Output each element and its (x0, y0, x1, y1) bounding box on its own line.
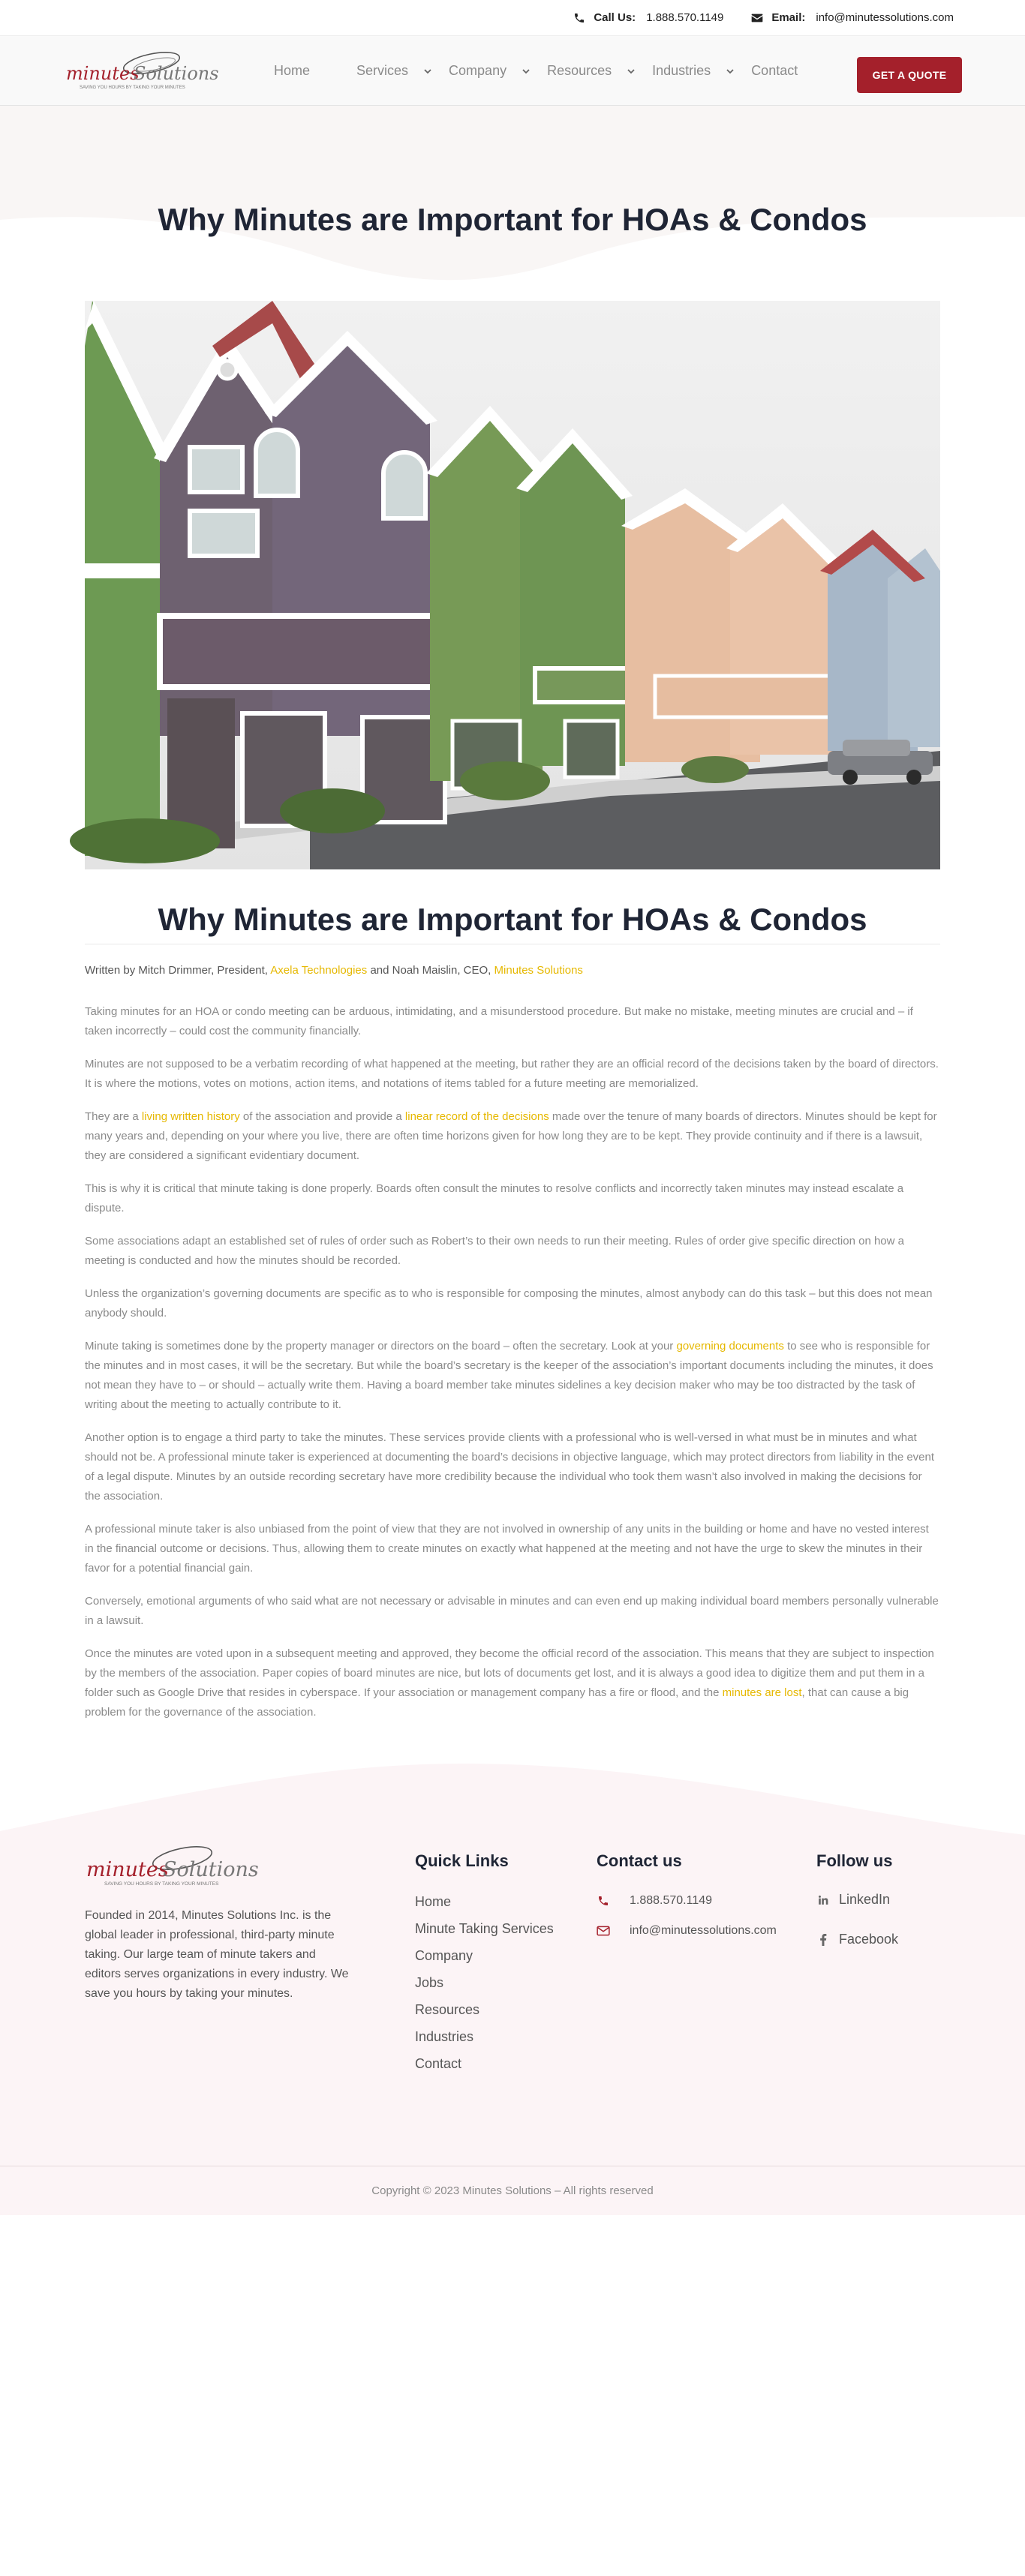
svg-text:SAVING YOU HOURS BY TAKING YOU: SAVING YOU HOURS BY TAKING YOUR MINUTES (80, 86, 185, 90)
site-footer (0, 1734, 1025, 2215)
copyright: Copyright © 2023 Minutes Solutions – All rights reserved (0, 2166, 1025, 2215)
nav-home-label: Home (274, 63, 311, 78)
p3-text-b: of the association and provide a (239, 1110, 405, 1123)
paragraph-5: Some associations adapt an established set of rules of order such as Robert’s to their own needs to run their meeting. Rules of order give specific direction on how a meeting is conducted and how the minutes should be recorded. (85, 1235, 904, 1267)
byline-prefix: Written by Mitch Drimmer, President, (85, 964, 271, 977)
quick-links-title: Quick Links (415, 1851, 509, 1870)
topbar-phone[interactable]: 1.888.570.1149 (646, 11, 724, 24)
linear-record-link[interactable]: linear record of the decisions (404, 1110, 549, 1123)
email-label: Email: (771, 11, 806, 24)
paragraph-2: Minutes are not supposed to be a verbatim recording of what happened at the meeting, but rather they are an official record of the decisions taken by the board of directors. It is where the motions, votes on motions, action items, and notations of items tabled for a future meeting are memorialized. (85, 1058, 939, 1090)
svg-text:Solutions: Solutions (163, 1858, 259, 1881)
nav-industries-label: Industries (652, 63, 711, 78)
call-us-label: Call Us: (594, 11, 636, 24)
footer-phone-text: 1.888.570.1149 (630, 1894, 713, 1907)
p7-text-b: to see who is responsible for the minutes and in most cases, it will be the secretary. But while the board’s secretary is the keeper of the association’s important documents including the minutes, it does not mean they have to – or should – actually write them. Having a board member take minutes sidelines a key decision maker who may be too distracted by the task of writing about the meeting to actually contribute to it. (85, 1340, 933, 1411)
paragraph-7 (85, 1337, 940, 1415)
quick-links (415, 1851, 554, 2072)
follow-us (816, 1851, 898, 1947)
svg-text:Solutions: Solutions (134, 63, 219, 84)
contact-us (597, 1851, 777, 1938)
paragraph-1: Taking minutes for an HOA or condo meeting can be arduous, intimidating, and a misunderstood procedure. But make no mistake, meeting minutes are crucial and – if taken incorrectly – could cost the community financially. (85, 1005, 913, 1037)
p3-text-a: They are a (85, 1110, 142, 1123)
footer-email[interactable] (597, 1924, 777, 1938)
contact-title: Contact us (597, 1851, 682, 1870)
get-a-quote-button[interactable]: GET A QUOTE (857, 57, 962, 93)
p7-text-a: Minute taking is sometimes done by the property manager or directors on the board – often the secretary. Look at your (85, 1340, 677, 1353)
phone-icon (597, 1894, 610, 1908)
footer-link-contact[interactable]: Contact (415, 2056, 462, 2071)
facebook-link[interactable] (816, 1932, 898, 1947)
paragraph-11 (85, 1644, 940, 1722)
footer-email-text: info@minutessolutions.com (630, 1924, 777, 1937)
article-title: Why Minutes are Important for HOAs & Condos (85, 902, 940, 944)
minutes-are-lost-link[interactable]: minutes are lost (722, 1686, 802, 1699)
nav-contact-label: Contact (751, 63, 798, 78)
article (85, 902, 940, 1794)
p3-text-c: made over the tenure of many boards of directors. Minutes should be kept for many years and, depending on your where you live, there are often time horizons given for how long they are to be kept. They provide continuity and if there is a lawsuit, they are considered a significant evidentiary document. (85, 1110, 937, 1162)
envelope-icon (597, 1924, 610, 1938)
paragraph-3 (85, 1107, 940, 1166)
svg-text:minutes: minutes (86, 1858, 169, 1881)
paragraph-8: Another option is to engage a third party to take the minutes. These services provide clients with a professional who is well-versed in what must be in minutes and what should not be. A professional minute taker is experienced at documenting the board’s decisions in objective language, which may protect directors from liability in the event of a legal dispute. Minutes by an outside recording secretary have more credibility because the individual who took them wasn’t also involved in making the decisions for the association. (85, 1431, 935, 1503)
linkedin-label: LinkedIn (839, 1892, 891, 1907)
linkedin-icon (816, 1893, 830, 1907)
footer-phone[interactable] (597, 1894, 777, 1908)
nav-company-label: Company (449, 63, 507, 78)
byline (85, 964, 940, 977)
townhouses-photo (85, 301, 940, 869)
paragraph-6: Unless the organization’s governing documents are specific as to who is responsible for composing the minutes, almost anybody can do this task – but this does not mean anybody should. (85, 1287, 933, 1320)
footer-about: Founded in 2014, Minutes Solutions Inc. is the global leader in professional, third-party minute taking. Our large team of minute takers and editors serves organizations in every industry. We save you hours by taking your minutes. (85, 1909, 349, 2000)
footer-link-minute-taking-services[interactable]: Minute Taking Services (415, 1921, 554, 1936)
axela-link[interactable]: Axela Technologies (270, 964, 368, 977)
linkedin-link[interactable] (816, 1892, 898, 1908)
svg-text:SAVING YOU HOURS BY TAKING YOU: SAVING YOU HOURS BY TAKING YOUR MINUTES (104, 1881, 219, 1887)
nav-services-label: Services (356, 63, 409, 78)
minutes-solutions-link[interactable]: Minutes Solutions (494, 964, 583, 977)
p11-text-b: , that can cause a big problem for the governance of the association. (85, 1686, 909, 1719)
paragraph-10: Conversely, emotional arguments of who said what are not necessary or advisable in minutes and can even end up making individual board members personally vulnerable in a lawsuit. (85, 1595, 939, 1627)
footer-logo[interactable] (85, 1839, 259, 1891)
footer-link-company[interactable]: Company (415, 1948, 473, 1963)
byline-middle: and Noah Maislin, CEO, (367, 964, 494, 977)
facebook-icon (816, 1933, 830, 1947)
p11-text-a: Once the minutes are voted upon in a subsequent meeting and approved, they become the official record of the association. This means that they are subject to inspection by the members of the association. Paper copies of board minutes are nice, but lots of documents get lost, and it is always a good idea to digitize them and put them in a folder such as Google Drive that resides in cyberspace. If your association or management company has a fire or flood, and the (85, 1647, 934, 1699)
paragraph-4: This is why it is critical that minute taking is done properly. Boards often consult the minutes to resolve conflicts and incorrectly taken minutes may instead escalate a dispute. (85, 1182, 904, 1214)
follow-title: Follow us (816, 1851, 893, 1870)
topbar-email[interactable]: info@minutessolutions.com (816, 11, 954, 24)
governing-documents-link[interactable]: governing documents (676, 1340, 784, 1353)
footer-link-jobs[interactable]: Jobs (415, 1975, 444, 1990)
footer-link-resources[interactable]: Resources (415, 2002, 480, 2017)
living-written-history-link[interactable]: living written history (141, 1110, 240, 1123)
facebook-label: Facebook (839, 1932, 899, 1947)
hero-title: Why Minutes are Important for HOAs & Condos (158, 202, 867, 237)
svg-text:minutes: minutes (66, 63, 140, 84)
footer-link-industries[interactable]: Industries (415, 2029, 474, 2044)
footer-link-home[interactable]: Home (415, 1894, 452, 1909)
nav-resources-label: Resources (547, 63, 612, 78)
paragraph-9: A professional minute taker is also unbiased from the point of view that they are not involved in ownership of any units in the building or home and have no vested interest in the financial outcome or decisions. Thus, allowing them to create minutes on exactly what happened at the meeting and not have the urge to skew the minutes in their favor for a potential financial gain. (85, 1523, 929, 1575)
